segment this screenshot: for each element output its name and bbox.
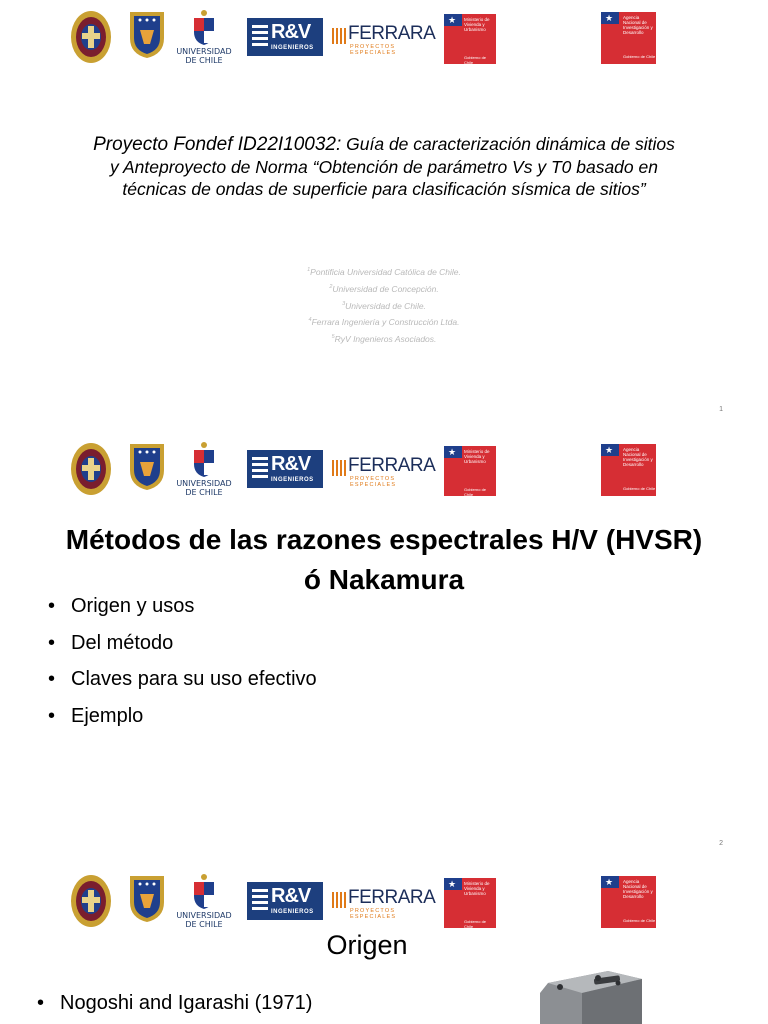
bullet-item: • Nogoshi and Igarashi (1971)	[37, 985, 312, 1022]
anid-logo-text: Agencia Nacional de Investigación y Desarrollo	[623, 879, 653, 899]
slide-2	[0, 432, 768, 864]
uchile-shield-icon	[192, 440, 216, 478]
affiliation-item: $^1$Pontificia Universidad Católica de Chile.	[307, 266, 461, 277]
slide-1-title-rest: Guía de caracterización dinámica de sitios y Anteproyecto de Norma “Obtención de parámetro Vs y T0 basado en técnicas de ondas de superficie para clasificación sísmica de sitios”	[110, 134, 675, 199]
logo-strip	[0, 872, 768, 932]
anid-gov-text: Gobierno de Chile	[623, 486, 656, 491]
page-number: 2	[719, 840, 723, 847]
slide-3	[0, 864, 768, 1024]
minvu-gov-text: Gobierno de Chile	[464, 487, 487, 497]
puc-seal-icon	[70, 442, 112, 496]
bullet-item: • Del método	[48, 625, 317, 662]
affiliation-item: $^4$Ferrara Ingeniería y Construcción Ltda.	[308, 317, 460, 328]
slide-3-title: Origen	[326, 930, 408, 960]
rv-logo	[247, 18, 323, 56]
rv-logo-text: R&V	[271, 21, 311, 43]
ferrara-logo	[332, 22, 436, 56]
rv-logo-text: R&V	[271, 453, 311, 475]
seismometer-device-icon	[538, 969, 646, 1024]
rv-logo-sub: INGENIEROS	[271, 45, 314, 51]
anid-logo: ★ Agencia Nacional de Investigación y Desarrollo Gobierno de Chile	[601, 444, 656, 496]
affiliation-item: $^2$Universidad de Concepción.	[329, 283, 439, 294]
minvu-logo-text: Ministerio de Vivienda y Urbanismo	[464, 449, 490, 464]
minvu-gov-text: Gobierno de Chile	[464, 55, 487, 65]
affiliation-item: $^3$Universidad de Chile.	[342, 300, 426, 311]
anid-logo: ★ Agencia Nacional de Investigación y Desarrollo Gobierno de Chile	[601, 12, 656, 64]
bullet-item: • Ejemplo	[48, 698, 317, 735]
uchile-label: UNIVERSIDAD DE CHILE	[176, 479, 232, 497]
rv-logo-sub: INGENIEROS	[271, 477, 314, 483]
rv-logo	[247, 882, 323, 920]
minvu-logo: ★ Ministerio de Vivienda y Urbanismo Gobierno de Chile	[444, 446, 496, 496]
slide-1	[0, 0, 768, 432]
anid-logo-text: Agencia Nacional de Investigación y Desarrollo	[623, 447, 653, 467]
slide-3-bullets	[37, 985, 312, 1022]
page-number: 1	[719, 406, 723, 413]
affiliation-item: $^5$RyV Ingenieros Asociados.	[331, 334, 437, 345]
slide-2-title-line-1: Métodos de las razones espectrales H/V (HVSR)	[65, 524, 703, 555]
uchile-logo	[172, 8, 236, 66]
ferrara-logo	[332, 886, 436, 920]
ferrara-logo-sub: PROYECTOS ESPECIALES	[350, 908, 397, 920]
rv-logo-sub: INGENIEROS	[271, 909, 314, 915]
slide-2-bullets	[48, 588, 317, 734]
ferrara-logo-name: FERRARA	[348, 887, 436, 908]
ferrara-logo-sub: PROYECTOS ESPECIALES	[350, 44, 397, 56]
minvu-gov-text: Gobierno de Chile	[464, 919, 487, 929]
puc-seal-icon	[70, 10, 112, 64]
ferrara-logo-sub: PROYECTOS ESPECIALES	[350, 476, 397, 488]
anid-gov-text: Gobierno de Chile	[623, 918, 656, 923]
minvu-logo-text: Ministerio de Vivienda y Urbanismo	[464, 881, 490, 896]
uchile-logo	[172, 872, 236, 930]
bullet-item: • Claves para su uso efectivo	[48, 661, 317, 698]
bullet-item: • Origen y usos	[48, 588, 317, 625]
uchile-label: UNIVERSIDAD DE CHILE	[176, 47, 232, 65]
slide-1-title	[90, 133, 678, 200]
slide-1-title-lead: Proyecto Fondef ID22I10032:	[93, 134, 342, 155]
uchile-shield-icon	[192, 872, 216, 910]
uchile-logo	[172, 440, 236, 498]
ferrara-logo	[332, 454, 436, 488]
minvu-logo-text: Ministerio de Vivienda y Urbanismo	[464, 17, 490, 32]
udec-shield-icon	[128, 442, 166, 492]
rv-logo-text: R&V	[271, 885, 311, 907]
anid-gov-text: Gobierno de Chile	[623, 54, 656, 59]
puc-seal-icon	[70, 874, 112, 928]
udec-shield-icon	[128, 10, 166, 60]
ferrara-logo-name: FERRARA	[348, 23, 436, 44]
anid-logo: ★ Agencia Nacional de Investigación y Desarrollo Gobierno de Chile	[601, 876, 656, 928]
anid-logo-text: Agencia Nacional de Investigación y Desarrollo	[623, 15, 653, 35]
affiliations	[0, 263, 768, 347]
minvu-logo: ★ Ministerio de Vivienda y Urbanismo Gobierno de Chile	[444, 14, 496, 64]
ferrara-logo-name: FERRARA	[348, 455, 436, 476]
minvu-logo: ★ Ministerio de Vivienda y Urbanismo Gobierno de Chile	[444, 878, 496, 928]
logo-strip	[0, 8, 768, 68]
rv-logo	[247, 450, 323, 488]
logo-strip	[0, 440, 768, 500]
uchile-shield-icon	[192, 8, 216, 46]
udec-shield-icon	[128, 874, 166, 924]
uchile-label: UNIVERSIDAD DE CHILE	[176, 911, 232, 929]
slide-2-title-line-2: ó Nakamura	[303, 564, 465, 595]
